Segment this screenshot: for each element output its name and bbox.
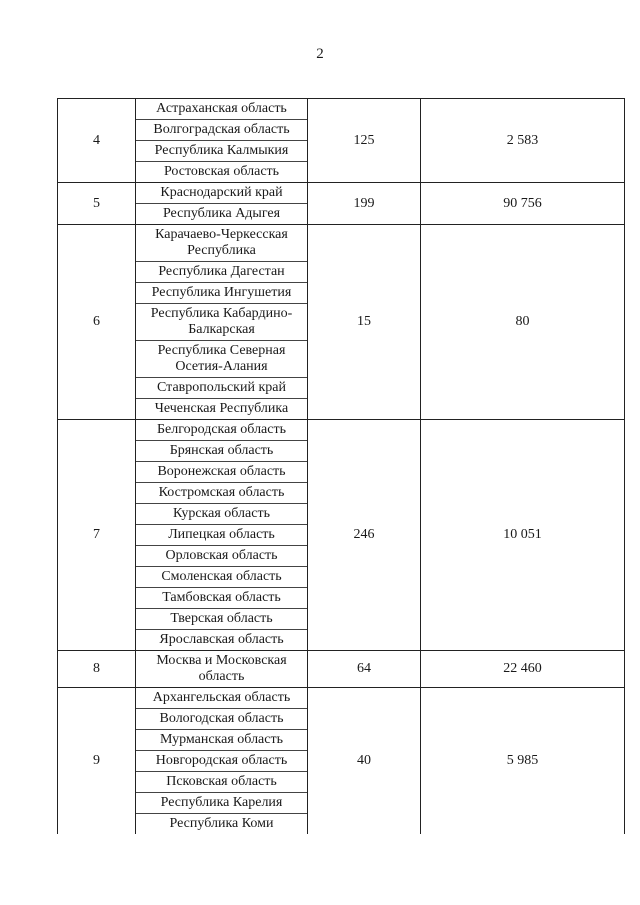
region-list <box>136 99 308 183</box>
value-b: 80 <box>421 225 625 420</box>
region-name: Орловская область <box>136 546 307 567</box>
region-name: Ростовская область <box>163 164 280 179</box>
value-a: 246 <box>308 420 421 651</box>
value-a: 64 <box>308 651 421 688</box>
region-name: Белгородская область <box>136 420 307 441</box>
value-a: 40 <box>308 688 421 835</box>
region-name: Республика Ингушетия <box>136 283 307 304</box>
region-name: Ставропольский край <box>136 378 307 399</box>
region-name: Республика Дагестан <box>136 262 307 283</box>
region-name: Москва и Московская область <box>156 653 287 684</box>
region-name: Чеченская Республика <box>154 401 289 416</box>
group-number: 6 <box>58 225 136 420</box>
table-row <box>58 99 625 183</box>
value-b: 90 756 <box>421 183 625 225</box>
region-name: Архангельская область <box>136 688 307 709</box>
region-name: Краснодарский край <box>136 183 307 204</box>
region-name: Брянская область <box>136 441 307 462</box>
region-name: Липецкая область <box>136 525 307 546</box>
region-name: Мурманская область <box>136 730 307 751</box>
table-row <box>58 688 625 835</box>
group-number: 5 <box>58 183 136 225</box>
value-b: 2 583 <box>421 99 625 183</box>
group-number: 8 <box>58 651 136 688</box>
region-name: Воронежская область <box>136 462 307 483</box>
value-b: 10 051 <box>421 420 625 651</box>
region-name: Смоленская область <box>136 567 307 588</box>
region-list <box>136 420 308 651</box>
page-number: 2 <box>316 46 324 62</box>
region-name: Тверская область <box>136 609 307 630</box>
region-list <box>136 225 308 420</box>
region-name: Астраханская область <box>136 99 307 120</box>
region-name: Республика Коми <box>169 816 274 831</box>
table-row <box>58 183 625 225</box>
region-name: Республика Кабардино- Балкарская <box>136 304 307 341</box>
table-row <box>58 420 625 651</box>
region-name: Республика Карелия <box>136 793 307 814</box>
region-name: Республика Калмыкия <box>136 141 307 162</box>
region-name: Республика Адыгея <box>162 206 281 221</box>
group-number: 4 <box>58 99 136 183</box>
region-name: Вологодская область <box>136 709 307 730</box>
table-row <box>58 651 625 688</box>
table-row <box>58 225 625 420</box>
value-b: 22 460 <box>421 651 625 688</box>
region-name: Костромская область <box>136 483 307 504</box>
region-name: Новгородская область <box>136 751 307 772</box>
region-name: Курская область <box>136 504 307 525</box>
group-number: 7 <box>58 420 136 651</box>
value-a: 199 <box>308 183 421 225</box>
region-name: Волгоградская область <box>136 120 307 141</box>
value-a: 15 <box>308 225 421 420</box>
regions-table <box>57 98 625 834</box>
region-name: Тамбовская область <box>136 588 307 609</box>
region-list <box>136 688 308 835</box>
region-name: Карачаево-Черкесская Республика <box>136 225 307 262</box>
value-b: 5 985 <box>421 688 625 835</box>
group-number: 9 <box>58 688 136 835</box>
region-list <box>136 183 308 225</box>
region-list <box>136 651 308 688</box>
value-a: 125 <box>308 99 421 183</box>
region-name: Псковская область <box>136 772 307 793</box>
region-name: Республика Северная Осетия-Алания <box>136 341 307 378</box>
region-name: Ярославская область <box>159 632 284 647</box>
